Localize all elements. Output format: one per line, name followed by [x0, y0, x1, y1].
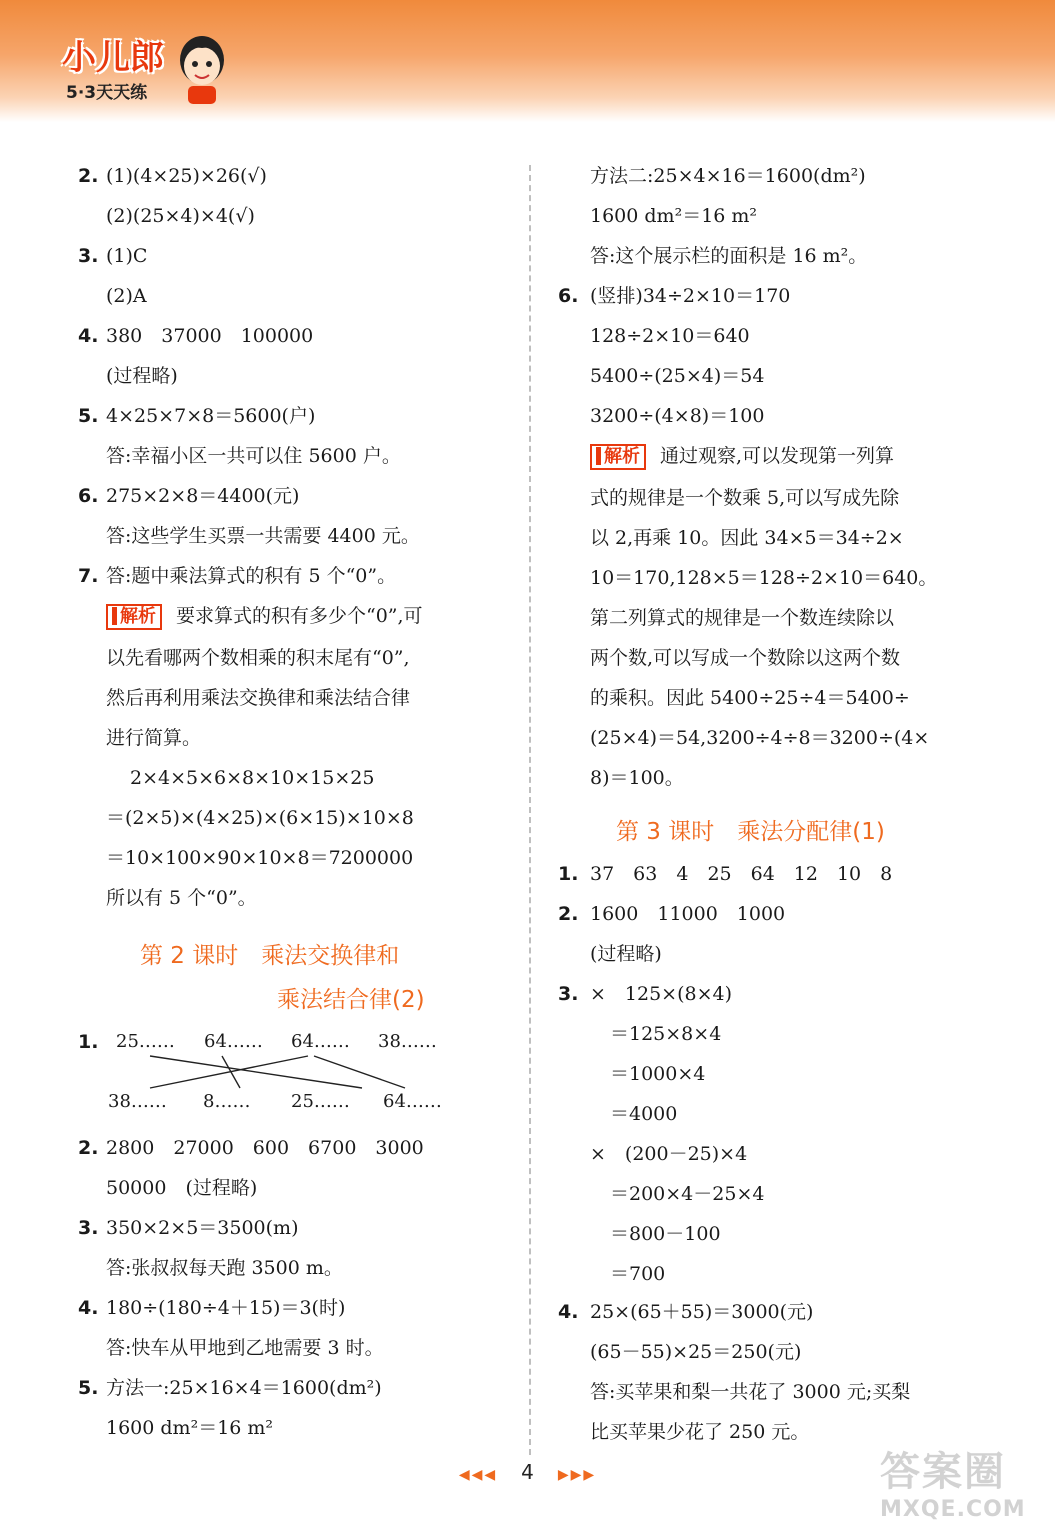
- answer-line: 答:快车从甲地到乙地需要 3 时。: [106, 1337, 384, 1359]
- analysis-line: 以 2,再乘 10。因此 34×5＝34÷2×: [590, 527, 904, 549]
- match-top-3: 64……: [291, 1031, 350, 1052]
- answer-line: (过程略): [590, 943, 662, 965]
- answer-line: 1600 11000 1000: [590, 903, 786, 925]
- answer-line: 答:这些学生买票一共需要 4400 元。: [106, 525, 420, 547]
- calc-line: × (200－25)×4: [590, 1143, 748, 1165]
- calc-line: ＝1000×4: [610, 1063, 706, 1085]
- question-number: 5.: [78, 1377, 99, 1399]
- series-name: 5·3天天练: [66, 83, 148, 103]
- answer-line: 25×(65＋55)＝3000(元): [590, 1301, 814, 1323]
- answer-line: 37 63 4 25 64 12 10 8: [590, 863, 893, 885]
- analysis-line: 然后再利用乘法交换律和乘法结合律: [106, 687, 411, 709]
- answer-line: 50000 (过程略): [106, 1177, 258, 1199]
- analysis-text: 要求算式的积有多少个“0”,可: [176, 605, 423, 627]
- question-number: 2.: [78, 165, 99, 187]
- calc-line: ＝700: [610, 1263, 666, 1285]
- answer-line: 1600 dm²＝16 m²: [590, 205, 758, 227]
- analysis-tag: 解析: [590, 444, 646, 470]
- watermark-top: 答案圈: [880, 1449, 1006, 1495]
- analysis-line: (25×4)＝54,3200÷4÷8＝3200÷(4×: [590, 727, 930, 749]
- calc-line: ＝200×4－25×4: [610, 1183, 765, 1205]
- match-bottom-2: 8……: [203, 1091, 251, 1112]
- page-number: 4: [521, 1460, 534, 1484]
- answer-line: 380 37000 100000: [106, 325, 314, 347]
- calc-line: ＝10×100×90×10×8＝7200000: [106, 847, 414, 869]
- calc-line: ＝4000: [610, 1103, 678, 1125]
- analysis-tag: 解析: [106, 604, 162, 630]
- question-number: 6.: [78, 485, 99, 507]
- question-number: 7.: [78, 565, 99, 587]
- analysis-text: 通过观察,可以发现第一列算: [660, 445, 895, 467]
- section-title: 第 2 课时 乘法交换律和: [140, 943, 400, 969]
- answer-line: (2)(25×4)×4(√): [106, 205, 255, 227]
- answer-line: 1600 dm²＝16 m²: [106, 1417, 274, 1439]
- analysis-line: 的乘积。因此 5400÷25÷4＝5400÷: [590, 687, 910, 709]
- analysis-line: [590, 444, 894, 470]
- calc-line: × 125×(8×4): [590, 983, 733, 1005]
- analysis-line: 式的规律是一个数乘 5,可以写成先除: [590, 487, 900, 509]
- match-top-2: 64……: [204, 1031, 263, 1052]
- answer-line: (65－55)×25＝250(元): [590, 1341, 802, 1363]
- answer-line: 128÷2×10＝640: [590, 325, 750, 347]
- watermark: [880, 1440, 1026, 1522]
- answer-line: (过程略): [106, 365, 178, 387]
- match-top-1: 25……: [116, 1031, 175, 1052]
- match-bottom-3: 25……: [291, 1091, 350, 1112]
- question-number: 1.: [78, 1031, 99, 1053]
- answer-line: 3200÷(4×8)＝100: [590, 405, 765, 427]
- answer-line: (1)(4×25)×26(√): [106, 165, 267, 187]
- next-arrows-icon: ▶▶▶: [557, 1467, 597, 1483]
- question-number: 4.: [78, 1297, 99, 1319]
- match-bottom-4: 64……: [383, 1091, 442, 1112]
- watermark-bottom: MXQE.COM: [880, 1497, 1026, 1522]
- answer-line: 答:买苹果和梨一共花了 3000 元;买梨: [590, 1381, 911, 1403]
- question-number: 4.: [558, 1301, 579, 1323]
- answer-line: 5400÷(25×4)＝54: [590, 365, 765, 387]
- calc-line: ＝(2×5)×(4×25)×(6×15)×10×8: [106, 807, 414, 829]
- prev-arrows-icon: ◀◀◀: [458, 1467, 498, 1483]
- answer-line: 答:幸福小区一共可以住 5600 户。: [106, 445, 401, 467]
- answer-line: 方法一:25×16×4＝1600(dm²): [106, 1377, 382, 1399]
- match-bottom-1: 38……: [108, 1091, 167, 1112]
- answer-line: 答:张叔叔每天跑 3500 m。: [106, 1257, 343, 1279]
- calc-line: ＝125×8×4: [610, 1023, 722, 1045]
- answer-line: 答:这个展示栏的面积是 16 m²。: [590, 245, 868, 267]
- answer-line: 比买苹果少花了 250 元。: [590, 1421, 810, 1443]
- answer-line: 4×25×7×8＝5600(户): [106, 405, 316, 427]
- brand-name: 小儿郎: [62, 38, 164, 78]
- answer-line: (1)C: [106, 245, 148, 267]
- answer-line: (竖排)34÷2×10＝170: [590, 285, 791, 307]
- analysis-line: 8)＝100。: [590, 767, 684, 789]
- question-number: 3.: [78, 1217, 99, 1239]
- question-number: 1.: [558, 863, 579, 885]
- question-number: 4.: [78, 325, 99, 347]
- section-title: 乘法结合律(2): [277, 987, 425, 1013]
- answer-line: 2800 27000 600 6700 3000: [106, 1137, 424, 1159]
- question-number: 6.: [558, 285, 579, 307]
- question-number: 2.: [558, 903, 579, 925]
- question-number: 3.: [558, 983, 579, 1005]
- answer-line: 180÷(180÷4＋15)＝3(时): [106, 1297, 346, 1319]
- answer-line: 275×2×8＝4400(元): [106, 485, 300, 507]
- analysis-line: 10＝170,128×5＝128÷2×10＝640。: [590, 567, 938, 589]
- calc-line: 所以有 5 个“0”。: [106, 887, 257, 909]
- analysis-line: 以先看哪两个数相乘的积末尾有“0”,: [106, 647, 410, 669]
- answer-line: (2)A: [106, 285, 147, 307]
- question-number: 5.: [78, 405, 99, 427]
- answer-line: 方法二:25×4×16＝1600(dm²): [590, 165, 866, 187]
- analysis-line: 两个数,可以写成一个数除以这两个数: [590, 647, 901, 669]
- answer-line: 350×2×5＝3500(m): [106, 1217, 299, 1239]
- analysis-line: 进行简算。: [106, 727, 202, 749]
- answer-line: 答:题中乘法算式的积有 5 个“0”。: [106, 565, 397, 587]
- analysis-line: 第二列算式的规律是一个数连续除以: [590, 607, 895, 629]
- question-number: 3.: [78, 245, 99, 267]
- question-number: 2.: [78, 1137, 99, 1159]
- match-top-4: 38……: [378, 1031, 437, 1052]
- section-title: 第 3 课时 乘法分配律(1): [616, 819, 885, 845]
- calc-line: ＝800－100: [610, 1223, 721, 1245]
- calc-line: 2×4×5×6×8×10×15×25: [130, 767, 375, 789]
